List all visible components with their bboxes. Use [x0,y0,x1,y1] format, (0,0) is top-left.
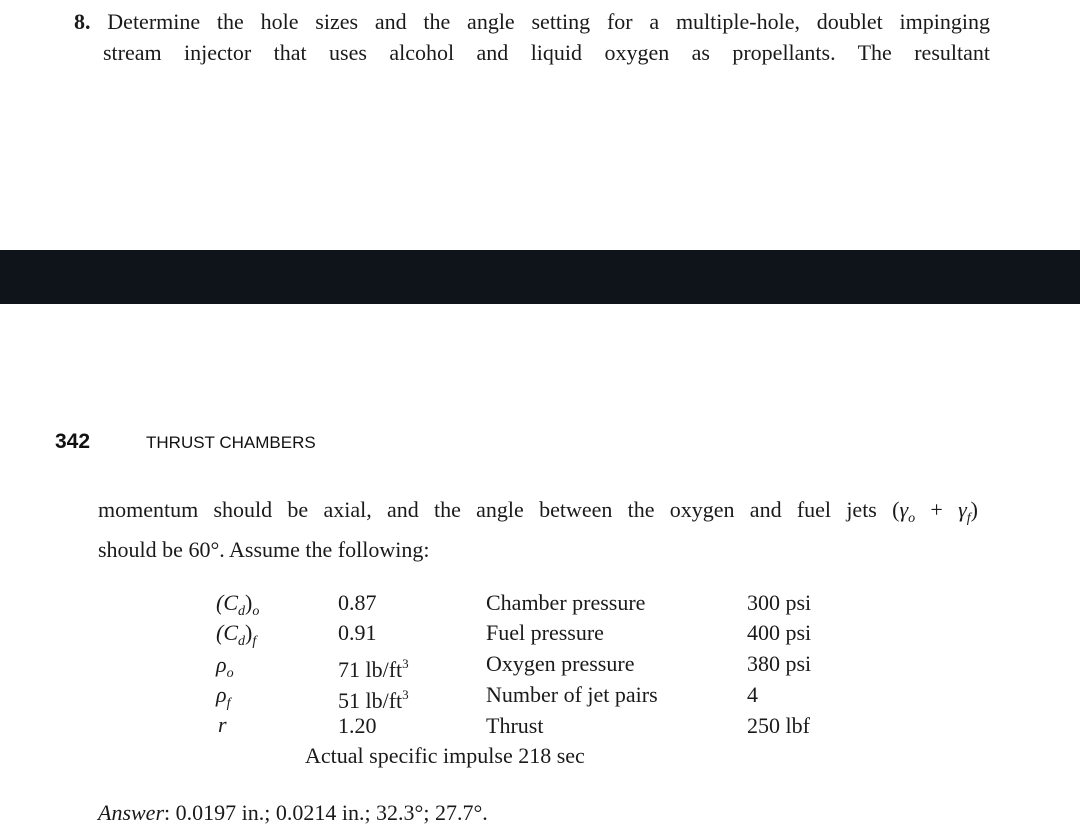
label-chamber-pressure: Chamber pressure [486,590,646,615]
problem-statement [74,6,990,68]
symbol-rho-fuel: $\rho_f$ [216,682,231,711]
value-cd-oxidizer: 0.87 [338,590,377,615]
problem-continuation [98,494,978,565]
continuation-line-2: should be 60°. Assume the following: [98,537,430,562]
symbol-cd-fuel: $(C_d)_f$ [216,620,257,649]
value-fuel-pressure: 400 psi [747,620,812,645]
value-chamber-pressure: 300 psi [747,590,812,615]
value-thrust: 250 lbf [747,713,810,738]
problem-line-1: 8. Determine the hole sizes and the angle setting for a multiple-hole, doublet impinging [74,9,990,34]
label-jet-pairs: Number of jet pairs [486,682,658,707]
label-oxygen-pressure: Oxygen pressure [486,651,635,676]
value-mixture-ratio: 1.20 [338,713,377,738]
page-break-band [0,250,1080,304]
page-number: 342 [55,430,91,453]
answer-text: : 0.0197 in.; 0.0214 in.; 32.3°; 27.7°. [164,800,488,825]
answer-line [98,798,488,828]
value-rho-oxidizer: 71 $lb/ft^3$ [338,656,409,682]
label-thrust: Thrust [486,713,544,738]
value-rho-fuel: 51 $lb/ft^3$ [338,687,409,713]
symbol-rho-oxidizer: $\rho_o$ [216,652,234,681]
symbol-cd-oxidizer: $(C_d)_o$ [216,590,260,619]
value-cd-fuel: 0.91 [338,620,377,645]
value-jet-pairs: 4 [747,682,758,707]
running-head [55,430,316,454]
label-fuel-pressure: Fuel pressure [486,620,604,645]
specific-impulse: Actual specific impulse 218 sec [305,743,585,768]
problem-line-2: stream injector that uses alcohol and liquid oxygen as propellants. The resultant [103,40,990,65]
symbol-mixture-ratio: r [218,712,227,737]
chapter-title: THRUST CHAMBERS [146,433,316,452]
answer-label: Answer [98,800,164,825]
problem-number: 8. [74,9,91,34]
continuation-line-1: momentum should be axial, and the angle between the oxygen and fuel jets $(\gamma_o + \gamma_f)$ [98,497,978,526]
value-oxygen-pressure: 380 psi [747,651,812,676]
